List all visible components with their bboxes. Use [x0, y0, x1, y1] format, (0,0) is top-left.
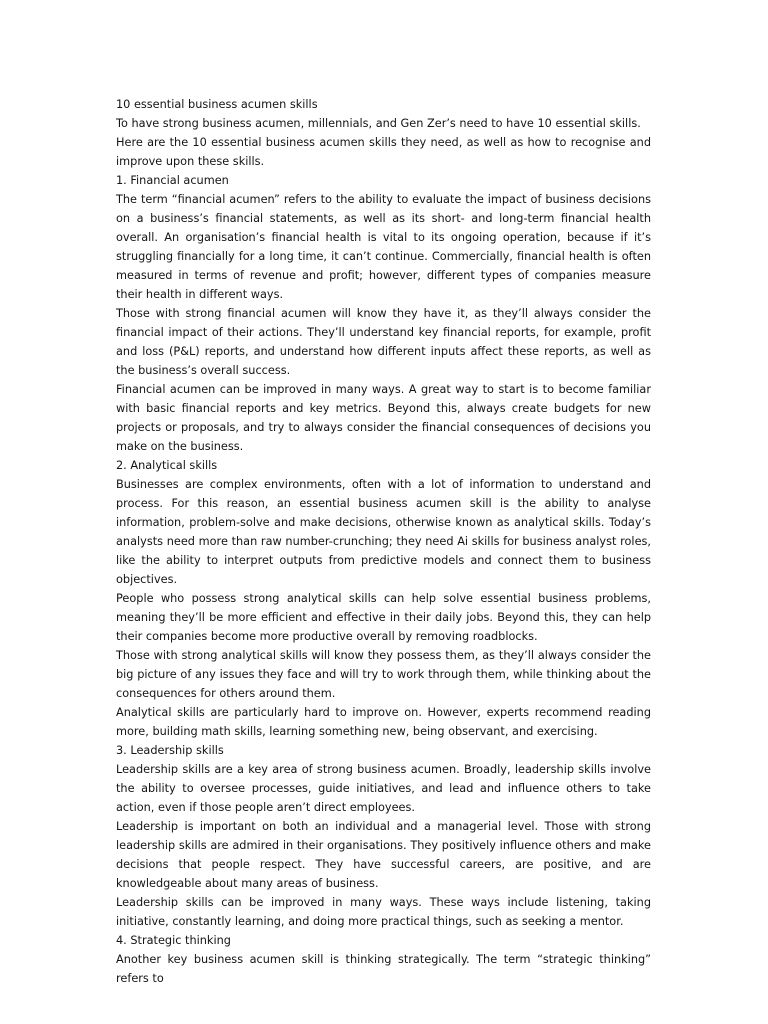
intro-paragraph: Here are the 10 essential business acumen skills they need, as well as how to recognise and improve upon these skills. — [116, 136, 651, 168]
body-paragraph: Those with strong financial acumen will know they have it, as they’ll always consider the financial impact of their actions. They’ll understand key financial reports, for example, profit and loss (P&L) reports, and understand how different inputs affect these reports, as well as the business’s overall success. — [116, 307, 651, 377]
body-paragraph: Those with strong analytical skills will know they possess them, as they’ll always consider the big picture of any issues they face and will try to work through them, while thinking about the consequences for others around them. — [116, 649, 651, 700]
body-paragraph: Analytical skills are particularly hard to improve on. However, experts recommend reading more, building math skills, learning something new, being observant, and exercising. — [116, 706, 651, 738]
body-paragraph: Leadership is important on both an individual and a managerial level. Those with strong leadership skills are admired in their organisations. They positively influence others and make decisions that people respect. They have successful careers, are positive, and are knowledgeable about many areas of business. — [116, 820, 651, 890]
intro-paragraph: To have strong business acumen, millennials, and Gen Zer’s need to have 10 essential skills. — [116, 117, 641, 130]
body-paragraph: People who possess strong analytical skills can help solve essential business problems, meaning they’ll be more efficient and effective in their daily jobs. Beyond this, they can help their companies become more productive overall by removing roadblocks. — [116, 592, 651, 643]
section-heading: 2. Analytical skills — [116, 459, 218, 472]
body-paragraph: Leadership skills can be improved in many ways. These ways include listening, taking initiative, constantly learning, and doing more practical things, such as seeking a mentor. — [116, 896, 651, 928]
body-paragraph: Leadership skills are a key area of strong business acumen. Broadly, leadership skills involve the ability to oversee processes, guide initiatives, and lead and influence others to take action, even if those people aren’t direct employees. — [116, 763, 651, 814]
body-paragraph: Businesses are complex environments, often with a lot of information to understand and process. For this reason, an essential business acumen skill is the ability to analyse information, problem-solve and make decisions, otherwise known as analytical skills. Today’s analysts need more than raw number-crunching; they need Ai skills for business analyst roles, like the ability to interpret outputs from predictive models and connect them to business objectives. — [116, 478, 651, 586]
section-heading: 1. Financial acumen — [116, 174, 229, 187]
document-page — [116, 95, 651, 988]
section-heading: 4. Strategic thinking — [116, 934, 231, 947]
body-paragraph: The term “financial acumen” refers to the ability to evaluate the impact of business decisions on a business’s financial statements, as well as its short- and long-term financial health overall. An organisation’s financial health is vital to its ongoing operation, because if it’s struggling financially for a long time, it can’t continue. Commercially, financial health is often measured in terms of revenue and profit; however, different types of companies measure their health in different ways. — [116, 193, 651, 301]
section-heading: 3. Leadership skills — [116, 744, 224, 757]
body-paragraph: Another key business acumen skill is thinking strategically. The term “strategic thinking” refers to — [116, 953, 651, 985]
body-paragraph: Financial acumen can be improved in many ways. A great way to start is to become familiar with basic financial reports and key metrics. Beyond this, always create budgets for new projects or proposals, and try to always consider the financial consequences of decisions you make on the business. — [116, 383, 651, 453]
document-title: 10 essential business acumen skills — [116, 98, 318, 111]
